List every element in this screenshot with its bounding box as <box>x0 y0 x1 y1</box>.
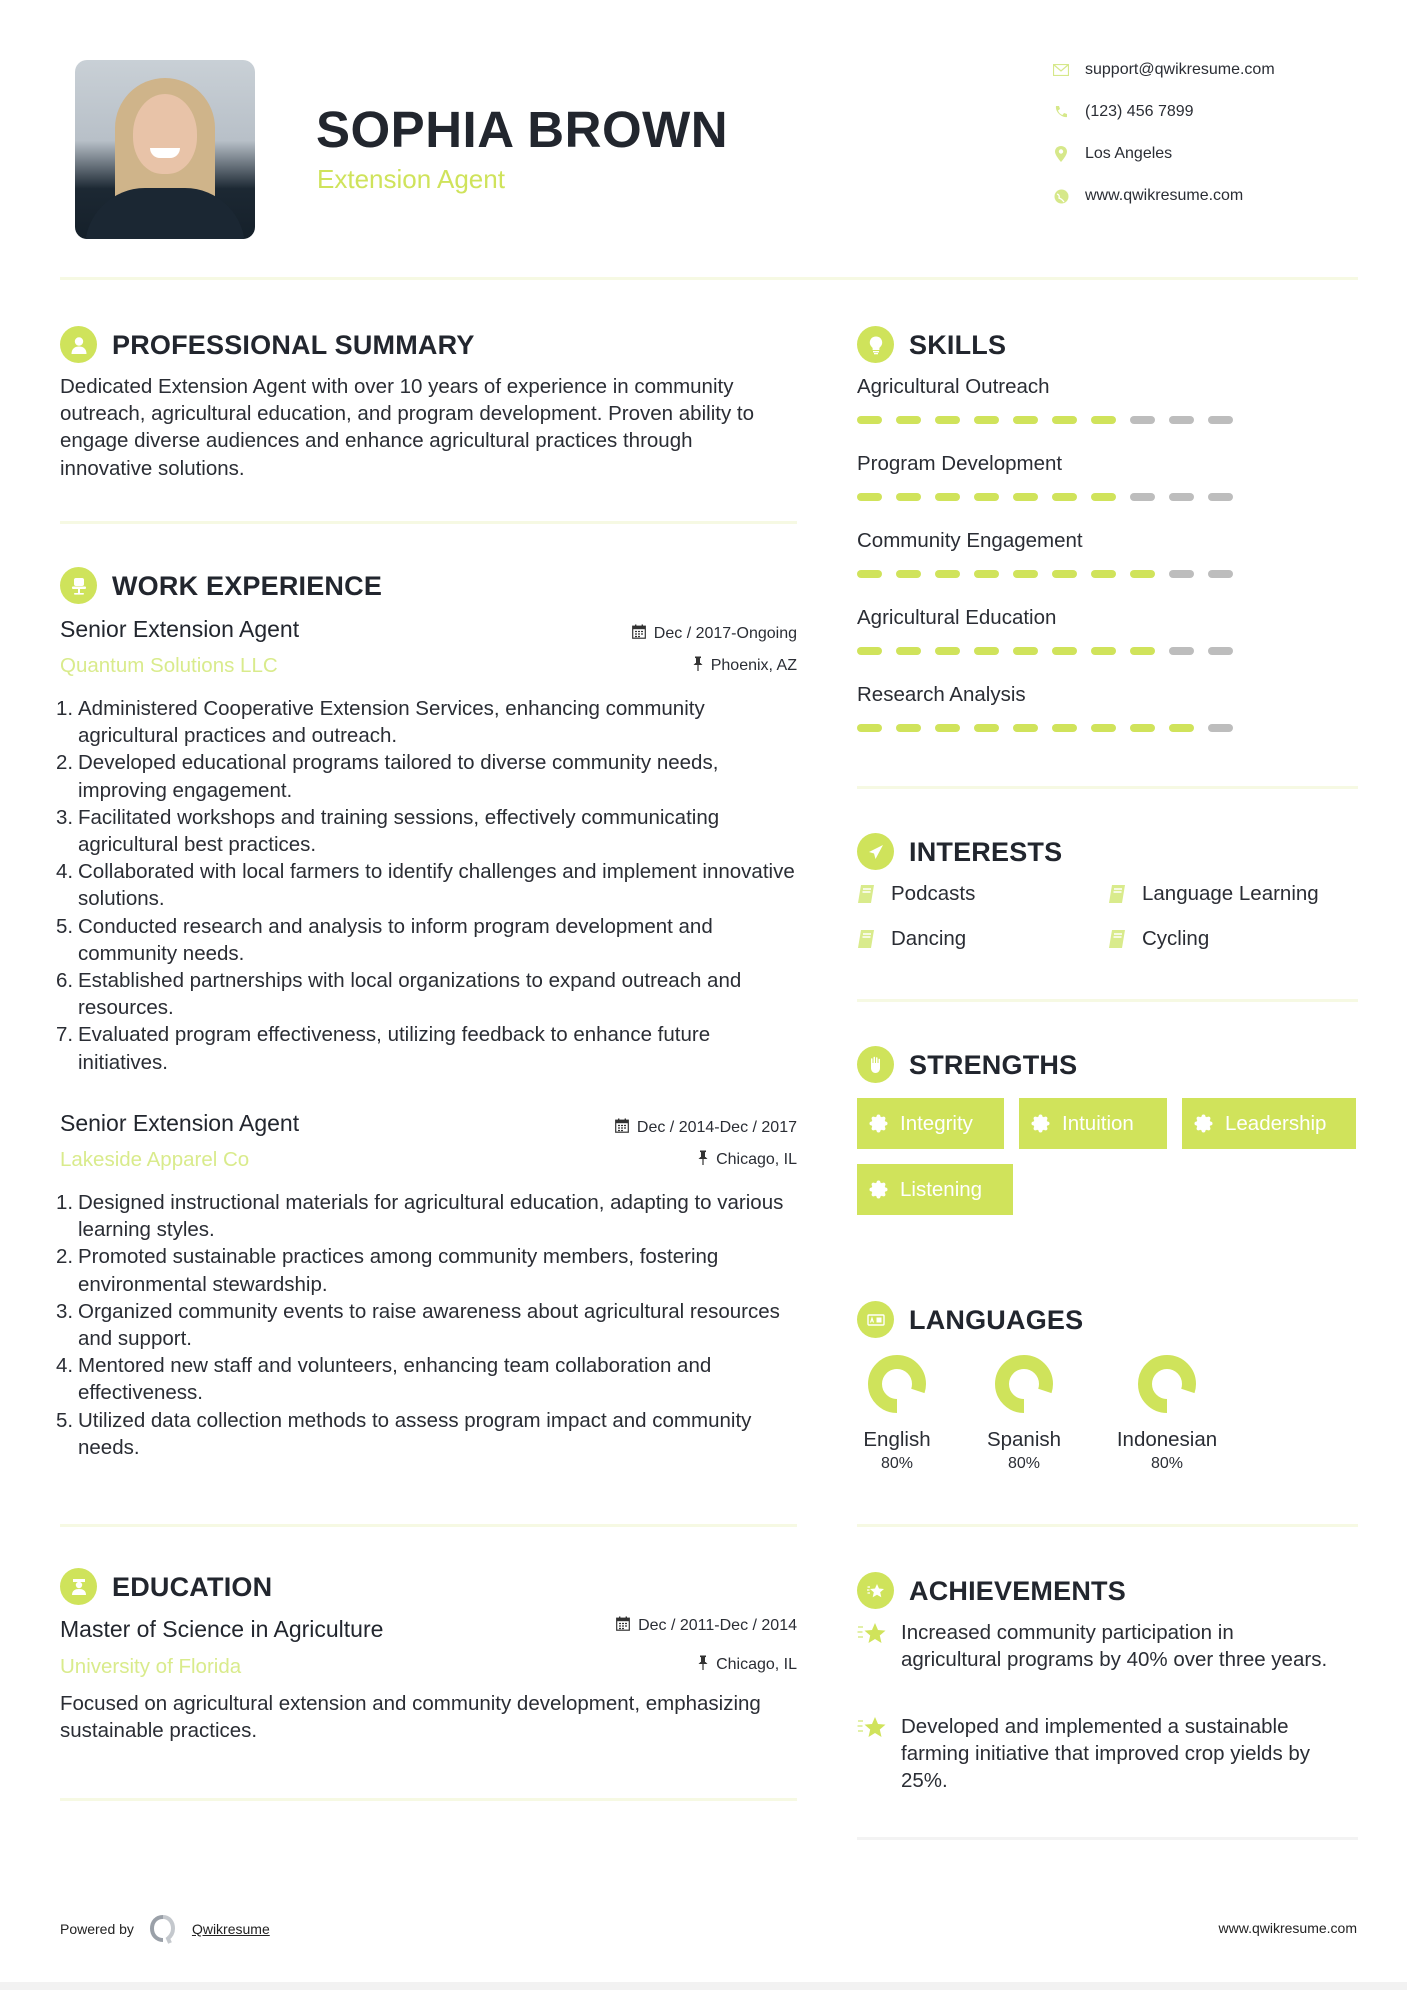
pushpin-icon <box>698 1654 708 1676</box>
job-2-company: Lakeside Apparel Co <box>60 1148 250 1171</box>
skill-row <box>857 373 1233 424</box>
duty-item: 3. Organized community events to raise awareness about agricultural resources and support. <box>56 1299 780 1351</box>
footer-website[interactable]: www.qwikresume.com <box>1218 1920 1357 1936</box>
strength-chip <box>857 1164 1013 1215</box>
summary-text: Dedicated Extension Agent with over 10 years of experience in community outreach, agricultural education, and program development. Proven ability to engage diverse audiences and enhance agricultural practices through innovative solutions. <box>60 375 754 480</box>
calendar-icon <box>632 623 646 645</box>
interests-header <box>857 833 1062 870</box>
interest-label: Cycling <box>1142 927 1210 950</box>
language-percent: 80% <box>1150 1455 1184 1472</box>
lightbulb-icon <box>857 326 894 363</box>
experience-divider <box>60 1524 797 1527</box>
achievement-text: Increased community participation in agricultural programs by 40% over three years. <box>901 1621 1328 1672</box>
hand-icon <box>857 1046 894 1083</box>
map-pin-icon <box>1050 143 1072 165</box>
job-1-duties <box>56 695 800 1076</box>
interests-heading: INTERESTS <box>909 836 1063 867</box>
envelope-icon <box>1050 59 1072 81</box>
badge-icon <box>1194 1114 1213 1133</box>
language-progress-ring <box>1138 1355 1196 1413</box>
interest-item <box>857 925 966 953</box>
powered-by-label: Powered by <box>60 1921 134 1937</box>
skill-level-9 <box>857 724 1233 732</box>
job-2-duties <box>56 1189 800 1461</box>
school-name: University of Florida <box>60 1655 242 1678</box>
contact-email[interactable] <box>1050 55 1370 85</box>
skill-name: Program Development <box>857 452 1063 475</box>
profile-photo <box>75 60 255 239</box>
duty-item: 5. Utilized data collection methods to assess program impact and community needs. <box>56 1408 752 1459</box>
job-1-dates-text: Dec / 2017-Ongoing <box>653 625 797 642</box>
language-percent: 80% <box>1007 1455 1041 1472</box>
skill-level-7 <box>857 493 1233 501</box>
pushpin-icon <box>693 655 703 677</box>
book-icon <box>857 884 875 904</box>
website-text: www.qwikresume.com <box>1085 187 1244 204</box>
interest-item <box>857 880 975 908</box>
interest-item <box>1108 880 1319 908</box>
duty-item: 2. Promoted sustainable practices among community members, fostering environmental stewardship. <box>56 1245 719 1296</box>
job-1-location <box>693 655 797 677</box>
duty-item: 1. Administered Cooperative Extension Services, enhancing community agricultural practices and outreach. <box>56 697 705 748</box>
qwikresume-logo-icon <box>148 1914 178 1944</box>
contact-location <box>1050 139 1370 169</box>
footer-powered-by <box>60 1914 270 1944</box>
skill-row <box>857 450 1233 501</box>
education-header <box>60 1568 272 1605</box>
strength-label: Listening <box>900 1177 983 1201</box>
translate-icon <box>857 1301 894 1338</box>
shooting-star-icon <box>857 1621 887 1647</box>
education-divider <box>60 1798 797 1801</box>
skill-level-8 <box>857 647 1233 655</box>
star-badge-icon <box>857 1572 894 1609</box>
interest-label: Dancing <box>891 927 967 950</box>
achievement-text: Developed and implemented a sustainable farming initiative that improved crop yields by 25%. <box>901 1715 1311 1793</box>
skill-row <box>857 681 1233 732</box>
languages-header <box>857 1301 1083 1338</box>
book-icon <box>1108 929 1126 949</box>
book-icon <box>1108 884 1126 904</box>
contact-website[interactable] <box>1050 181 1370 211</box>
duty-item: 4. Collaborated with local farmers to identify challenges and implement innovative solutions. <box>56 860 795 911</box>
experience-heading: WORK EXPERIENCE <box>112 570 383 601</box>
job-2-title: Senior Extension Agent <box>60 1110 300 1136</box>
summary-divider <box>60 521 797 524</box>
skill-row <box>857 604 1233 655</box>
skill-name: Agricultural Education <box>857 606 1057 629</box>
achievement-item <box>857 1713 1337 1795</box>
duty-item: 1. Designed instructional materials for agricultural education, adapting to various learning styles. <box>56 1191 784 1242</box>
phone-icon <box>1050 101 1072 123</box>
candidate-name: SOPHIA BROWN <box>316 101 729 158</box>
job-2-dates <box>615 1117 797 1139</box>
skill-level-8 <box>857 570 1233 578</box>
achievements-heading: ACHIEVEMENTS <box>909 1575 1126 1606</box>
skills-divider <box>857 786 1358 789</box>
location-text: Los Angeles <box>1085 145 1173 162</box>
strength-chip <box>1019 1098 1167 1149</box>
user-icon <box>60 326 97 363</box>
badge-icon <box>869 1114 888 1133</box>
contact-phone[interactable] <box>1050 97 1370 127</box>
strength-label: Intuition <box>1062 1111 1134 1135</box>
skills-header <box>857 326 1006 363</box>
skill-name: Research Analysis <box>857 683 1026 706</box>
phone-text: (123) 456 7899 <box>1085 103 1194 120</box>
strengths-header <box>857 1046 1077 1083</box>
language-name: Indonesian <box>1116 1428 1218 1451</box>
skill-name: Community Engagement <box>857 529 1083 552</box>
job-1-title: Senior Extension Agent <box>60 616 300 642</box>
strength-chip <box>857 1098 1004 1149</box>
badge-icon <box>1031 1114 1050 1133</box>
calendar-icon <box>615 1117 629 1139</box>
duty-item: 2. Developed educational programs tailored to diverse community needs, improving engagement. <box>56 751 719 802</box>
language-item <box>842 1355 952 1474</box>
interest-label: Podcasts <box>891 882 976 905</box>
summary-heading: PROFESSIONAL SUMMARY <box>112 329 475 360</box>
page-bottom-edge <box>0 1982 1407 1990</box>
shooting-star-icon <box>857 1715 887 1741</box>
book-icon <box>857 929 875 949</box>
interest-item <box>1108 925 1209 953</box>
job-1-dates <box>632 623 797 645</box>
job-2-location-text: Chicago, IL <box>716 1151 797 1168</box>
job-2-dates-text: Dec / 2014-Dec / 2017 <box>636 1119 797 1136</box>
qwikresume-link[interactable]: Qwikresume <box>191 1921 270 1937</box>
languages-heading: LANGUAGES <box>909 1304 1084 1335</box>
experience-header <box>60 567 382 604</box>
language-percent: 80% <box>880 1455 914 1472</box>
achievement-item <box>857 1619 1337 1673</box>
calendar-icon <box>616 1615 630 1637</box>
language-progress-ring <box>995 1355 1053 1413</box>
skill-row <box>857 527 1233 578</box>
degree-title: Master of Science in Agriculture <box>60 1616 384 1642</box>
duty-item: 3. Facilitated workshops and training sessions, effectively communicating agricultural best practices. <box>56 805 720 857</box>
summary-header <box>60 326 475 363</box>
email-text: support@qwikresume.com <box>1085 61 1275 78</box>
achievements-header <box>857 1572 1126 1609</box>
job-2-location <box>698 1149 797 1171</box>
skill-name: Agricultural Outreach <box>857 375 1050 398</box>
job-1-company: Quantum Solutions LLC <box>60 654 278 677</box>
achievements-divider <box>857 1837 1358 1840</box>
education-heading: EDUCATION <box>112 1571 273 1602</box>
language-progress-ring <box>868 1355 926 1413</box>
globe-icon <box>1050 185 1072 207</box>
education-location-text: Chicago, IL <box>716 1656 797 1673</box>
interest-label: Language Learning <box>1142 882 1319 905</box>
strength-label: Integrity <box>900 1111 973 1135</box>
strengths-heading: STRENGTHS <box>909 1049 1078 1080</box>
languages-divider <box>857 1524 1358 1527</box>
pushpin-icon <box>698 1149 708 1171</box>
header-divider <box>60 277 1358 280</box>
strength-chip <box>1182 1098 1356 1149</box>
duty-item: 7. Evaluated program effectiveness, utilizing feedback to enhance future initiatives. <box>56 1023 711 1074</box>
candidate-title: Extension Agent <box>317 164 505 194</box>
job-1-location-text: Phoenix, AZ <box>710 657 797 674</box>
language-name: Spanish <box>986 1428 1062 1451</box>
skills-heading: SKILLS <box>909 329 1007 360</box>
education-location <box>698 1654 797 1676</box>
interests-divider <box>857 999 1358 1002</box>
language-name: English <box>863 1428 931 1451</box>
skill-level-7 <box>857 416 1233 424</box>
strength-label: Leadership <box>1225 1111 1327 1135</box>
duty-item: 4. Mentored new staff and volunteers, enhancing team collaboration and effectiveness. <box>56 1354 712 1405</box>
duty-item: 6. Established partnerships with local organizations to expand outreach and resources. <box>56 969 742 1020</box>
education-dates <box>616 1615 797 1637</box>
office-chair-icon <box>60 567 97 604</box>
language-item <box>1111 1355 1223 1474</box>
education-dates-text: Dec / 2011-Dec / 2014 <box>638 1617 797 1634</box>
graduate-icon <box>60 1568 97 1605</box>
education-description: Focused on agricultural extension and community development, emphasizing sustainable practices. <box>60 1692 761 1743</box>
language-item <box>969 1355 1079 1474</box>
paper-plane-icon <box>857 833 894 870</box>
duty-item: 5. Conducted research and analysis to inform program development and community needs. <box>56 914 713 965</box>
badge-icon <box>869 1180 888 1199</box>
